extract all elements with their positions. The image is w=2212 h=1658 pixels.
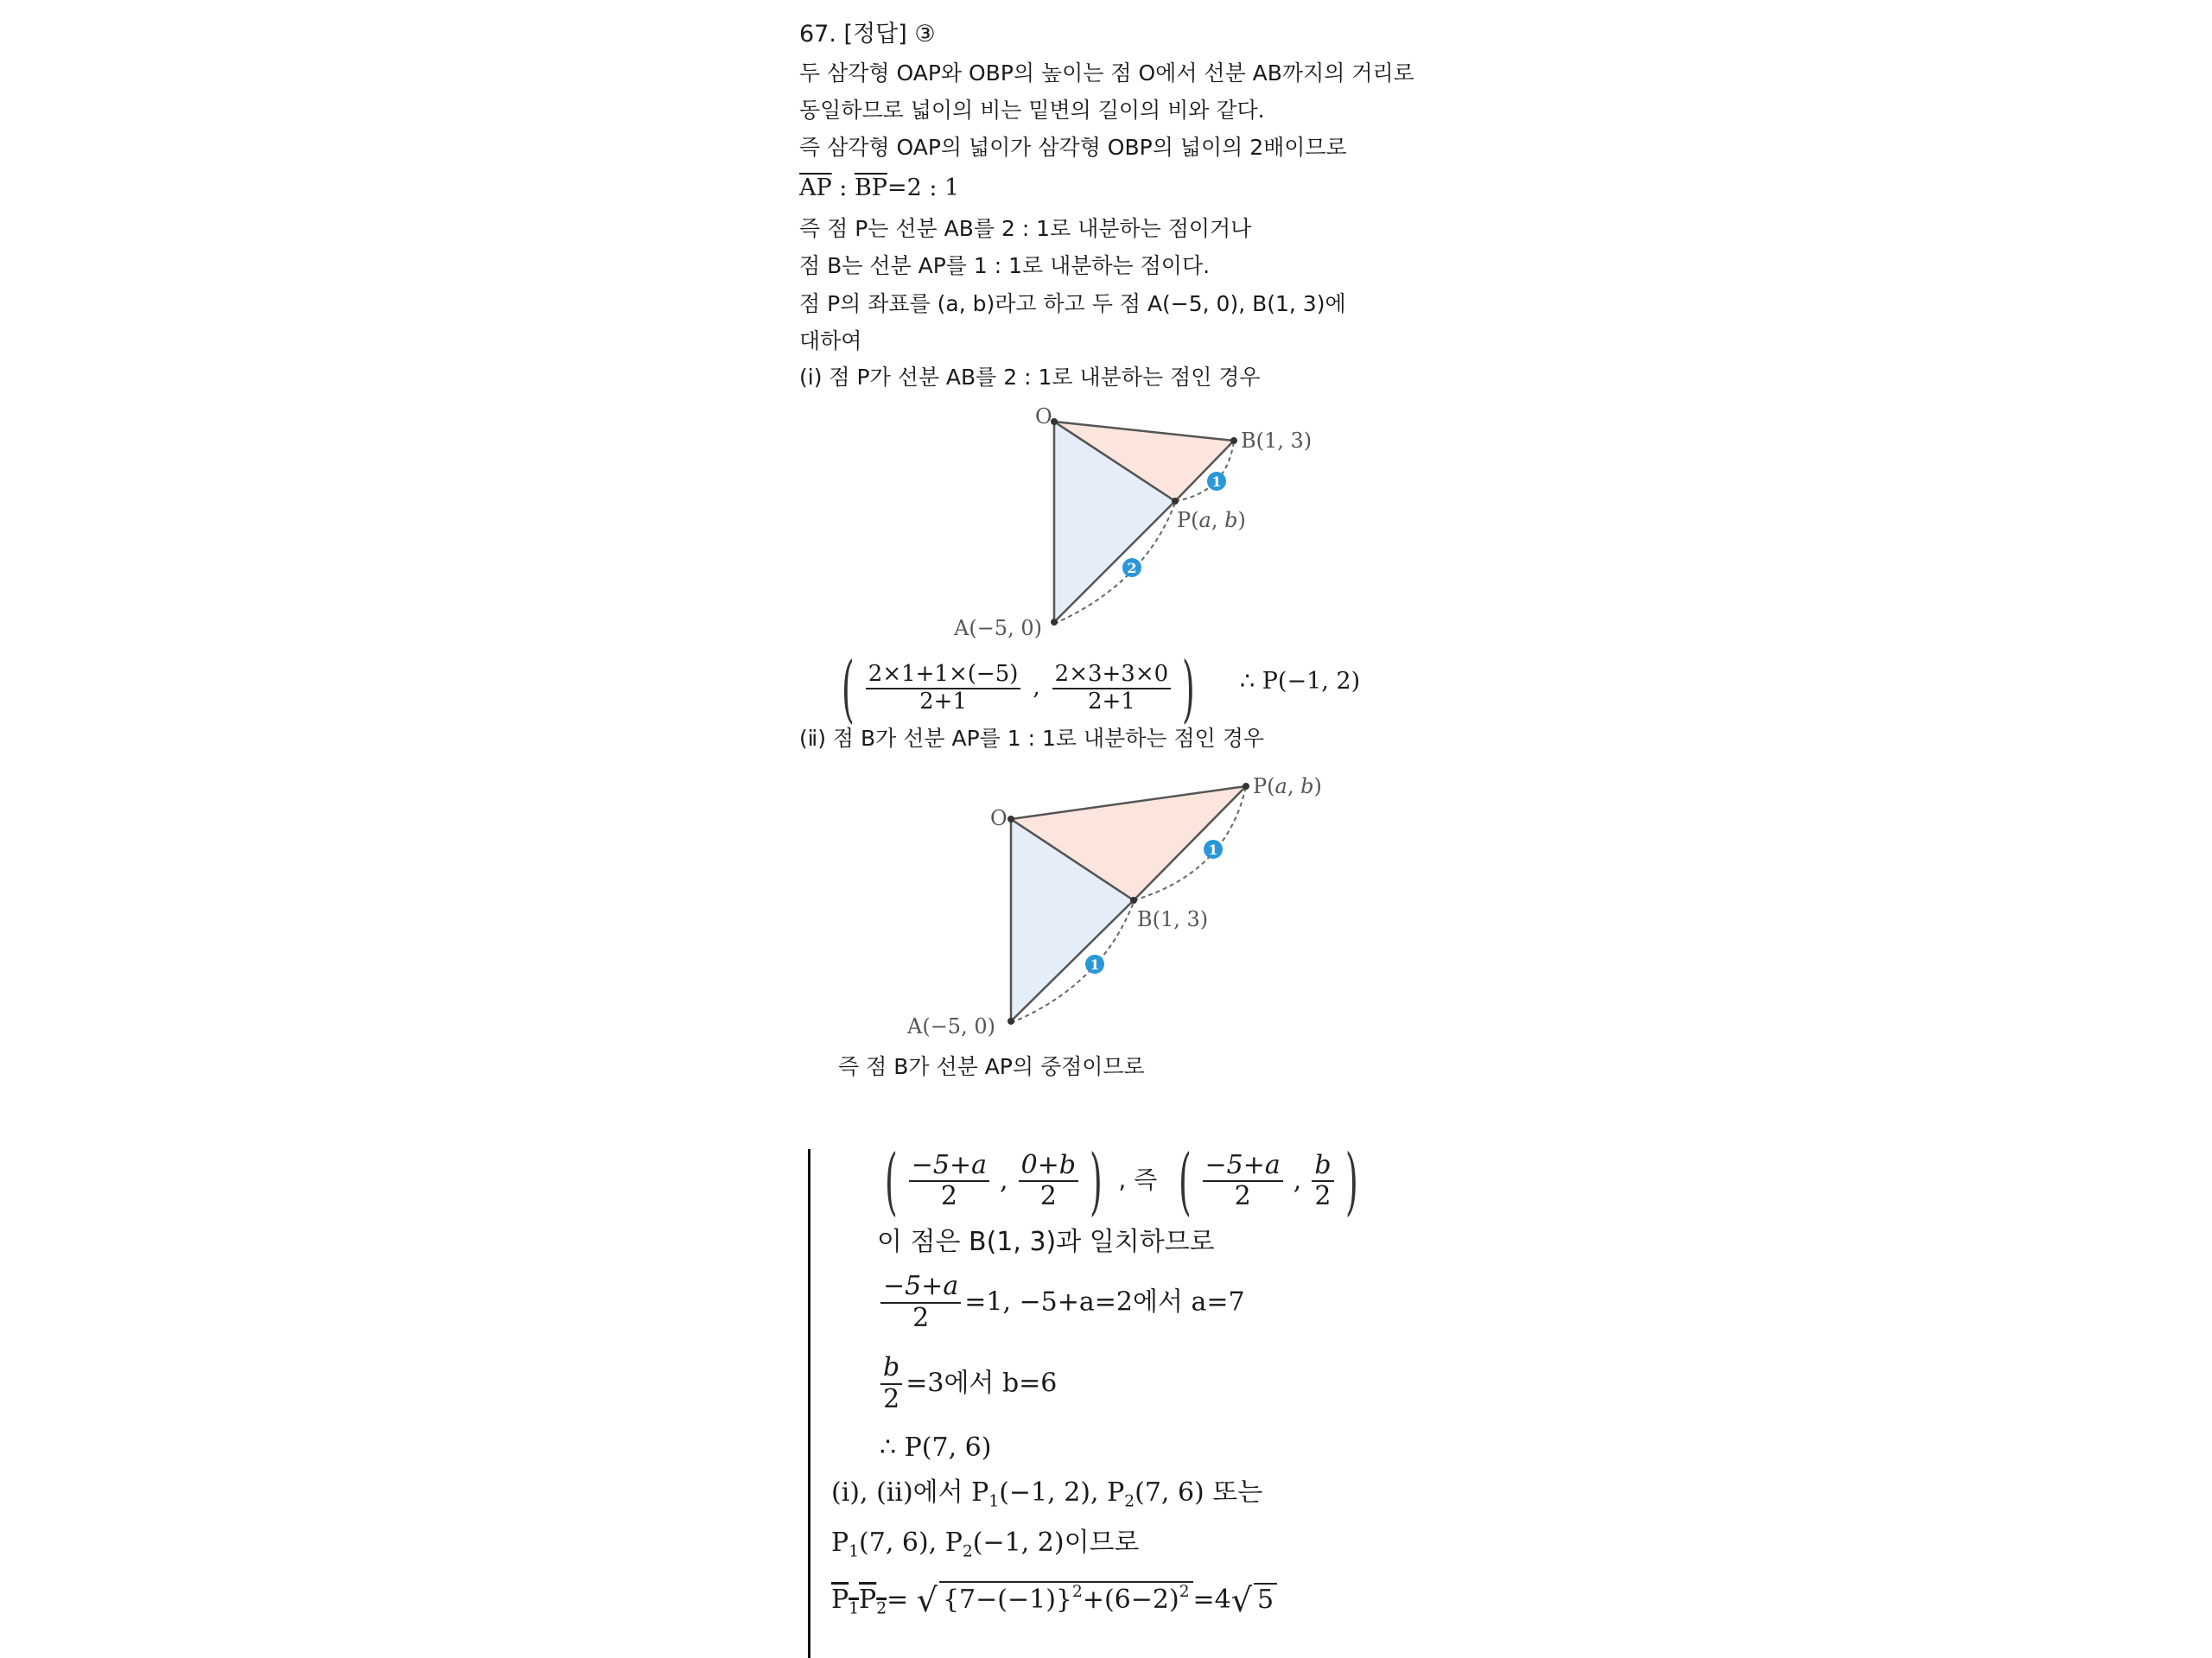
solution-line-6 — [831, 1477, 1262, 1512]
m6-c: (7, 6) 또는 — [1135, 1477, 1263, 1508]
m1-f4-den: 2 — [1314, 1181, 1332, 1211]
intro-line-5: 즉 점 P는 선분 AB를 2 : 1로 내분하는 점이거나 — [799, 216, 1252, 241]
m8-eq: = — [887, 1585, 909, 1616]
m1-f3-den: 2 — [1234, 1181, 1251, 1211]
label-p: P(a, b) — [1177, 508, 1246, 532]
case2-heading: (ⅱ) 점 B가 선분 AP를 1 : 1로 내분하는 점인 경우 — [799, 726, 1265, 751]
point-a — [1051, 619, 1058, 626]
case1-formula: ( $\frac{2\times 1+1\times(-5)}{2+1}$ , $\frac{2\times 3+3\times 0}{2+1}$ ) — [842, 646, 1195, 731]
ratio-value: =2 : 1 — [887, 175, 960, 201]
comma: , — [1033, 675, 1040, 702]
m6-a: (ⅰ), (ⅱ)에서 P — [831, 1477, 989, 1508]
case2-diagram — [899, 760, 1382, 1045]
label-b: B(1, 3) — [1137, 907, 1209, 931]
label-o: O — [990, 806, 1007, 830]
case1-diagram — [942, 397, 1348, 648]
intro-line-3: 즉 삼각형 OAP의 넓이가 삼각형 OBP의 넓이의 2배이므로 — [799, 135, 1347, 160]
m6-b: (−1, 2), P — [999, 1477, 1125, 1508]
label-p: P(a, b) — [1253, 774, 1322, 798]
m1-f1-num: −5+a — [909, 1151, 989, 1183]
point-b — [1130, 897, 1137, 904]
m1-sep: , 즉 — [1118, 1166, 1158, 1194]
m6-sub1: 1 — [988, 1492, 1000, 1511]
midpoint-note: 즉 점 B가 선분 AP의 중점이므로 — [838, 1054, 1145, 1079]
point-b — [1230, 437, 1237, 444]
answer-choice: ③ — [914, 21, 936, 48]
m1-f4-num: b — [1312, 1151, 1333, 1183]
m6-sub2: 2 — [1124, 1492, 1135, 1511]
badge-1-lower-label: 1 — [1090, 956, 1100, 973]
m1-f2-num: 0+b — [1019, 1151, 1078, 1183]
sqrt-icon: √ — [916, 1581, 938, 1620]
intro-line-7: 점 P의 좌표를 (a, b)라고 하고 두 점 A(−5, 0), B(1, 3)에 — [799, 291, 1346, 316]
intro-line-1: 두 삼각형 OAP와 OBP의 높이는 점 O에서 선분 AB까지의 거리로 — [799, 60, 1414, 86]
m7-sub2: 2 — [962, 1542, 973, 1561]
segment-p1p2: $P_1P_2$ — [831, 1585, 887, 1618]
frac1-num: 2×1+1×(−5) — [866, 662, 1021, 689]
case1-result: ∴ P(−1, 2) — [1240, 668, 1361, 695]
solution-line-5: ∴ P(7, 6) — [880, 1432, 992, 1463]
m3-f-den: 2 — [912, 1302, 930, 1333]
case1-heading: (ⅰ) 점 P가 선분 AB를 2 : 1로 내분하는 점인 경우 — [799, 365, 1261, 390]
m7-a: P — [831, 1528, 849, 1558]
m7-c: (−1, 2)이므로 — [972, 1528, 1140, 1558]
m3-rest: =1, −5+a=2에서 a=7 — [964, 1286, 1245, 1318]
point-o — [1007, 816, 1014, 823]
badge-2-label: 2 — [1127, 560, 1137, 576]
solution-line-3 — [877, 1272, 1245, 1333]
m4-rest: =3에서 b=6 — [906, 1368, 1058, 1399]
problem-number: 67. — [799, 21, 836, 48]
solution-line-8 — [831, 1581, 1277, 1621]
frac2-num: 2×3+3×0 — [1052, 662, 1172, 689]
midpoint-formula: ( $\frac{-5+a}{2}$ , $\frac{0+b}{2}$ ) , 즉 ( $\frac{-5+a}{2}$ , $\frac{b}{2}$ ) — [885, 1139, 1358, 1223]
segment-ap: $\overline{AP}$ — [799, 175, 832, 201]
solution-line-2: 이 점은 B(1, 3)과 일치하므로 — [877, 1227, 1215, 1257]
problem-header — [799, 21, 936, 48]
m4-f-den: 2 — [883, 1383, 900, 1414]
solution-line-7 — [831, 1528, 1140, 1562]
m4-f-num: b — [880, 1353, 902, 1385]
frac1-den: 2+1 — [919, 689, 968, 715]
intro-line-8: 대하여 — [799, 328, 862, 353]
label-a: A(−5, 0) — [907, 1014, 995, 1039]
intro-line-6: 점 B는 선분 AP를 1 : 1로 내분하는 점이다. — [799, 253, 1211, 278]
point-p — [1172, 498, 1179, 505]
ratio-line — [799, 175, 959, 202]
m7-sub1: 1 — [849, 1542, 860, 1561]
frac2-den: 2+1 — [1087, 689, 1135, 715]
m8-res-rad: 5 — [1254, 1583, 1277, 1616]
badge-1-upper-label: 1 — [1208, 842, 1218, 858]
ratio-sep: : — [831, 175, 855, 201]
answer-tag: [정답] — [843, 21, 907, 48]
segment-bp: $\overline{BP}$ — [854, 175, 887, 201]
m8-res: =4 — [1192, 1585, 1231, 1616]
m1-f3-num: −5+a — [1203, 1151, 1283, 1183]
point-p — [1243, 783, 1249, 790]
label-a: A(−5, 0) — [954, 616, 1042, 640]
sqrt-body: $\{7-(-1)\}^2+(6-2)^2$ — [939, 1581, 1193, 1616]
m1-f1-den: 2 — [940, 1181, 957, 1211]
intro-line-2: 동일하므로 넓이의 비는 밑변의 길이의 비와 같다. — [799, 98, 1265, 123]
m3-f-num: −5+a — [880, 1272, 961, 1304]
point-a — [1007, 1018, 1014, 1025]
m7-b: (7, 6), P — [859, 1528, 963, 1558]
left-margin-bar — [808, 1149, 810, 1658]
label-b: B(1, 3) — [1241, 429, 1313, 453]
label-o: O — [1035, 404, 1052, 429]
sqrt-icon-small: √ — [1230, 1581, 1252, 1620]
badge-1-label: 1 — [1211, 473, 1222, 490]
m1-f2-den: 2 — [1039, 1181, 1057, 1211]
solution-line-4 — [877, 1353, 1057, 1414]
